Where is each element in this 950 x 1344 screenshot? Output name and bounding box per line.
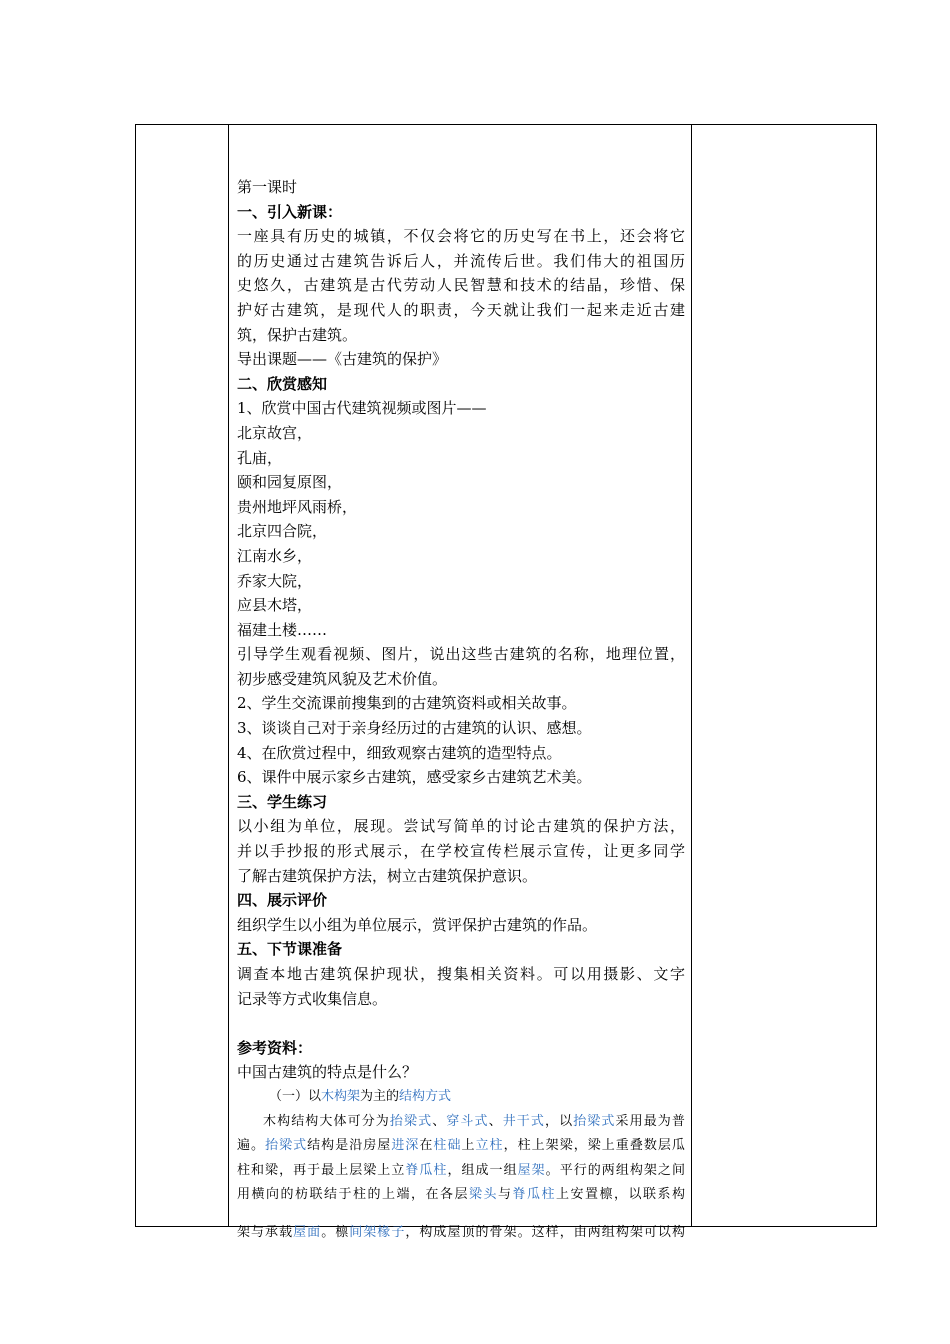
ref-text: 结构是沿房屋	[307, 1138, 392, 1154]
practice-line: 并以手抄报的形式展示，在学校宣传栏展示宣传，让更多同学	[237, 842, 685, 861]
ref-text: 采用最为普	[615, 1113, 685, 1129]
link-wumian[interactable]: 屋面	[293, 1225, 322, 1240]
reference-title: 参考资料：	[237, 1038, 313, 1057]
link-tailiang[interactable]: 抬梁式	[573, 1113, 616, 1129]
preparation-line: 调查本地古建筑保护现状，搜集相关资料。可以用摄影、文字	[237, 965, 685, 983]
appreciation-item: 1、欣赏中国古代建筑视频或图片——	[237, 399, 487, 418]
intro-line: 筑，保护古建筑。	[237, 325, 358, 344]
site-item: 贵州地坪风雨桥，	[237, 497, 358, 516]
intro-line: 一座具有历史的城镇，不仅会将它的历史写在书上，还会将它	[237, 227, 685, 246]
link-chuandou[interactable]: 穿斗式	[446, 1113, 489, 1129]
link-jinshen[interactable]: 进深	[391, 1138, 420, 1154]
ref-text: 在	[419, 1138, 434, 1154]
reference-paragraph-line	[237, 1110, 685, 1135]
evaluation-line: 组织学生以小组为单位展示，赏评保护古建筑的作品。	[237, 915, 598, 934]
appreciation-item: 2、学生交流课前搜集到的古建筑资料或相关故事。	[237, 694, 577, 713]
link-lizhu[interactable]: 立柱	[475, 1138, 504, 1154]
link-wujia[interactable]: 屋架	[517, 1162, 546, 1178]
intro-line: 史悠久，古建筑是古代劳动人民智慧和技术的结晶，珍惜、保	[237, 276, 685, 295]
subtitle-text: （一）以	[269, 1088, 322, 1104]
table-column-divider-right	[691, 124, 692, 1227]
link-jiguazhu[interactable]: 脊瓜柱	[405, 1162, 448, 1178]
link-jiguazhu[interactable]: 脊瓜柱	[512, 1187, 556, 1203]
link-structure[interactable]: 结构方式	[399, 1088, 452, 1104]
appreciation-item: 4、在欣赏过程中，细致观察古建筑的造型特点。	[237, 743, 562, 762]
section-practice-title: 三、学生练习	[237, 792, 328, 811]
reference-question: 中国古建筑的特点是什么？	[237, 1063, 418, 1082]
link-zhuchu[interactable]: 柱础	[433, 1138, 462, 1154]
site-item: 北京四合院，	[237, 522, 328, 541]
intro-line: 护好古建筑，是现代人的职责，今天就让我们一起来走近古建	[237, 300, 685, 319]
ref-text: 上	[461, 1138, 476, 1154]
appreciation-item: 6、课件中展示家乡古建筑，感受家乡古建筑艺术美。	[237, 768, 592, 787]
session-label: 第一课时	[237, 178, 298, 196]
section-preparation-title: 五、下节课准备	[237, 940, 343, 959]
ref-text: 。檩	[321, 1225, 350, 1240]
ref-text: ，组成一组	[447, 1162, 518, 1178]
table-column-divider-left	[228, 124, 229, 1227]
reference-body	[237, 1085, 685, 1208]
site-item: 颐和园复原图，	[237, 473, 343, 492]
spacer	[237, 1011, 685, 1036]
guide-line: 初步感受建筑风貌及艺术价值。	[237, 669, 448, 688]
link-liangtou[interactable]: 梁头	[468, 1187, 498, 1203]
practice-line: 以小组为单位，展现。尝试写简单的讨论古建筑的保护方法，	[237, 817, 685, 836]
link-wood-frame[interactable]: 木构架	[321, 1088, 361, 1104]
ref-text: 木构结构大体可分为	[263, 1113, 390, 1129]
section-appreciation-title: 二、欣赏感知	[237, 374, 328, 393]
intro-line: 的历史通过古建筑告诉后人，并流传后世。我们伟大的祖国历	[237, 251, 685, 270]
ref-text: 与	[497, 1187, 513, 1203]
reference-subtitle	[237, 1085, 685, 1110]
ref-text: 、	[488, 1113, 503, 1129]
reference-paragraph-line	[237, 1183, 685, 1208]
reference-paragraph-line	[237, 1159, 685, 1184]
topic-line: 导出课题——《古建筑的保护》	[237, 350, 448, 369]
ref-text: 架与承载	[237, 1225, 294, 1240]
site-item: 应县木塔，	[237, 596, 313, 615]
reference-paragraph-line	[237, 1134, 685, 1159]
site-item: 乔家大院，	[237, 571, 313, 590]
practice-line: 了解古建筑保护方法，树立古建筑保护意识。	[237, 866, 538, 885]
link-tailiang[interactable]: 抬梁式	[265, 1138, 308, 1154]
ref-text: 遍。	[237, 1138, 266, 1154]
appreciation-item: 3、谈谈自己对于亲身经历过的古建筑的认识、感想。	[237, 719, 592, 738]
subtitle-text: 为主的	[360, 1088, 400, 1104]
ref-text: 。平行的两组构架之间	[545, 1162, 685, 1178]
preparation-line: 记录等方式收集信息。	[237, 989, 388, 1008]
ref-text: ，柱上架梁，梁上重叠数层瓜	[503, 1138, 685, 1154]
reference-paragraph-overflow-line	[237, 1221, 685, 1245]
section-evaluation-title: 四、展示评价	[237, 891, 328, 910]
site-item: 江南水乡，	[237, 546, 313, 565]
site-item: 北京故宫，	[237, 423, 313, 442]
ref-text: 柱和梁，再于最上层梁上立	[237, 1162, 406, 1178]
lesson-content	[237, 175, 685, 1208]
ref-text: 上安置檩，以联系构	[555, 1187, 685, 1203]
link-chuanzi[interactable]: 间架椽子	[349, 1225, 406, 1240]
ref-text: ，以	[545, 1113, 574, 1129]
ref-text: ，构成屋顶的骨架。这样，由两组构架可以构	[405, 1225, 685, 1240]
ref-text: 用横向的枋联结于柱的上端，在各层	[237, 1187, 469, 1203]
section-intro-title: 一、引入新课：	[237, 202, 343, 221]
site-item: 孔庙，	[237, 448, 283, 467]
link-tailiang[interactable]: 抬梁式	[389, 1113, 433, 1129]
ref-text: 、	[432, 1113, 447, 1129]
site-item: 福建土楼……	[237, 620, 328, 639]
link-jinggan[interactable]: 井干式	[502, 1113, 545, 1129]
guide-line: 引导学生观看视频、图片，说出这些古建筑的名称，地理位置，	[237, 645, 685, 664]
